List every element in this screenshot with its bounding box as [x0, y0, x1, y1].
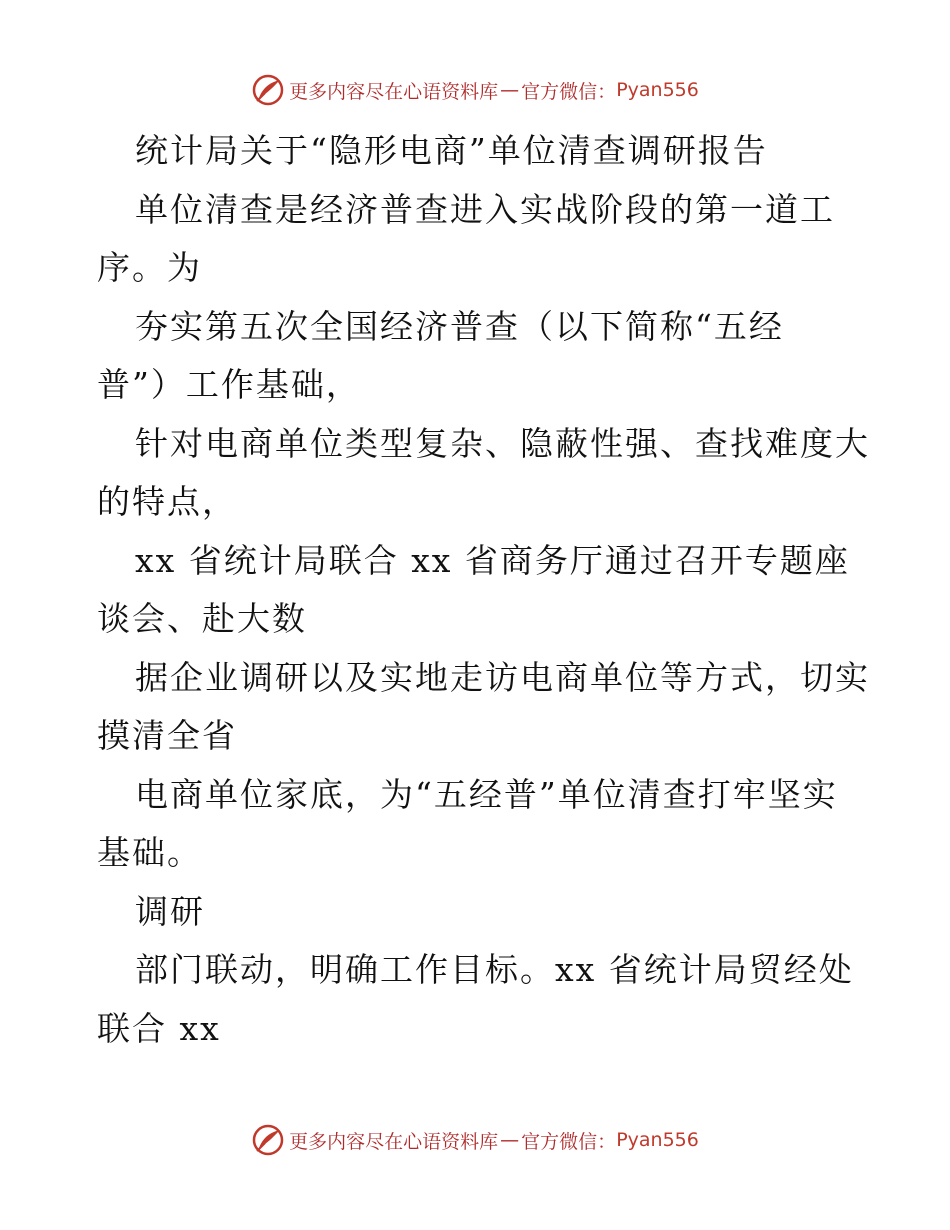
- document-body: [97, 122, 887, 1058]
- document-line: 谈会、赴大数: [97, 599, 307, 638]
- header-dash: —: [500, 79, 520, 101]
- document-title: 统计局关于“隐形电商”单位清查调研报告: [135, 131, 768, 170]
- section-heading: 调研: [135, 891, 205, 931]
- header-watermark-banner: [0, 70, 950, 110]
- header-site-text: 更多内容尽在心语资料库: [289, 80, 499, 103]
- document-line: 电商单位家底，为“五经普”单位清查打牢坚实: [135, 774, 838, 814]
- quill-logo-icon: [251, 1123, 285, 1157]
- document-line: 序。为: [97, 248, 202, 287]
- document-line: 针对电商单位类型复杂、隐蔽性强、查找难度大: [135, 423, 870, 463]
- document-line: 单位清查是经济普查进入实战阶段的第一道工: [135, 189, 835, 229]
- document-line: 普”）工作基础，: [97, 365, 361, 404]
- document-line: 的特点，: [97, 482, 237, 521]
- document-line: 联合 xx: [97, 1008, 221, 1048]
- document-line: 夯实第五次全国经济普查（以下简称“五经: [135, 306, 784, 346]
- footer-site-text: 更多内容尽在心语资料库: [289, 1130, 499, 1153]
- quill-logo-icon: [251, 73, 285, 107]
- footer-wechat-label: 官方微信：: [521, 1130, 617, 1153]
- document-line: xx 省统计局联合 xx 省商务厅通过召开专题座: [135, 540, 850, 580]
- header-wechat-id: Pyan556: [616, 79, 699, 101]
- document-line: 基础。: [97, 833, 202, 872]
- document-line: 部门联动，明确工作目标。xx 省统计局贸经处: [135, 950, 854, 989]
- footer-watermark-banner: [0, 1120, 950, 1160]
- footer-wechat-id: Pyan556: [616, 1129, 699, 1151]
- document-line: 据企业调研以及实地走访电商单位等方式，切实: [135, 657, 870, 697]
- footer-dash: —: [500, 1129, 520, 1151]
- header-wechat-label: 官方微信：: [521, 80, 617, 103]
- document-line: 摸清全省: [97, 716, 237, 755]
